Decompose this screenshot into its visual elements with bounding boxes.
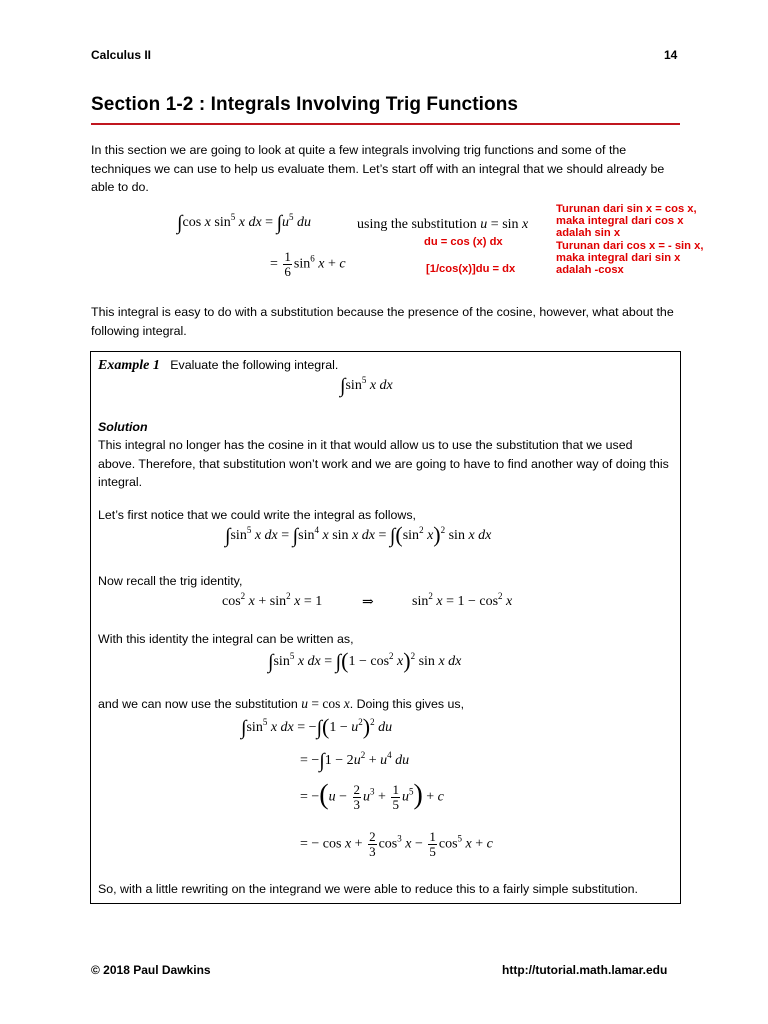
- identity-integral: $\int\sin^5$ x dx = $\int(1 - \cos^2 x)^2$ sin x dx: [268, 648, 462, 673]
- substitution-step-2: = $-\int 1 - 2u^2 + u^4$ du: [300, 750, 410, 772]
- solution-paragraph-3: Now recall the trig identity,: [98, 574, 243, 588]
- solution-paragraph-1: This integral no longer has the cosine in it that would allow us to use the substitution that we used above. Therefore, that substitution won’t work and we are going to have to find another way of doing this integral.: [98, 438, 669, 489]
- intro-equation-2: = $\frac{1}{6}$ $\sin^6 x + c$: [270, 249, 346, 279]
- annotation-note-1: Turunan dari sin x = cos x, maka integral dari cos x adalah sin x Turunan dari cos x = - sin x, maka integral dari sin x adalah -cosx: [556, 203, 704, 277]
- implies-arrow: ⇒: [362, 595, 374, 610]
- page-number: 14: [664, 48, 678, 62]
- footer-copyright: © 2018 Paul Dawkins: [91, 963, 211, 977]
- substitution-note: using the substitution u = sin x: [357, 217, 529, 232]
- intro-equation-1: ∫cos x $\sin^5 x$ dx = $\int u^5$ du: [177, 212, 312, 234]
- footer-url[interactable]: http://tutorial.math.lamar.edu: [502, 963, 668, 977]
- example-box: [90, 351, 681, 904]
- example-label: Example 1: [98, 358, 160, 373]
- solution-paragraph-5: and we can now use the substitution u = cos x. Doing this gives us,: [98, 696, 465, 711]
- substitution-text: using the substitution: [357, 217, 477, 232]
- running-header: Calculus II: [91, 48, 152, 62]
- solution-label: Solution: [98, 420, 148, 434]
- after-intro-paragraph: This integral is easy to do with a substitution because the presence of the cosine, however, what about the following integral.: [91, 305, 674, 338]
- rewrite-equation: $\int\sin^5$ x dx = $\int\sin^4$ x sin x dx = $\int(\sin^2$ x)$^2$ sin x dx: [225, 522, 492, 547]
- example-prompt: Evaluate the following integral.: [170, 358, 339, 372]
- trig-identity-solved: $\sin^2 x = 1 - \cos^2 x$: [412, 591, 513, 609]
- title-rule: [91, 123, 680, 125]
- annotation-du: du = cos (x) dx: [424, 236, 503, 248]
- substitution-step-1: $\int\sin^5$ x dx = $-\int(1 - u^2)^2$ du: [241, 714, 393, 739]
- annotation-dx: [1/cos(x)]du = dx: [426, 263, 516, 275]
- substitution-step-3: = −(u − $\frac{2}{3}$ $u^3$ + $\frac{1}{5}$ $u^5) + c$: [300, 779, 444, 812]
- example-heading: [98, 356, 338, 375]
- solution-paragraph-2: Let’s first notice that we could write the integral as follows,: [98, 508, 416, 522]
- example-integral: $\int\sin^5$ x dx: [340, 375, 393, 397]
- section-title: Section 1-2 : Integrals Involving Trig Functions: [91, 94, 519, 115]
- substitution-step-4: = − cos x + $\frac{2}{3}$ $\cos^3 x$ − $\frac{1}{5}$ $\cos^5 x + c$: [300, 829, 493, 859]
- trig-identity: $\cos^2 x + \sin^2 x = 1$: [222, 591, 323, 609]
- intro-paragraph: In this section we are going to look at quite a few integrals involving trig functions and some of the techniques we can use to help us evaluate them. Let’s start off with an integral that we should already be able to do.: [91, 143, 665, 194]
- solution-paragraph-6: So, with a little rewriting on the integrand we were able to reduce this to a fairly simple substitution.: [98, 882, 638, 896]
- solution-paragraph-4: With this identity the integral can be written as,: [98, 632, 354, 646]
